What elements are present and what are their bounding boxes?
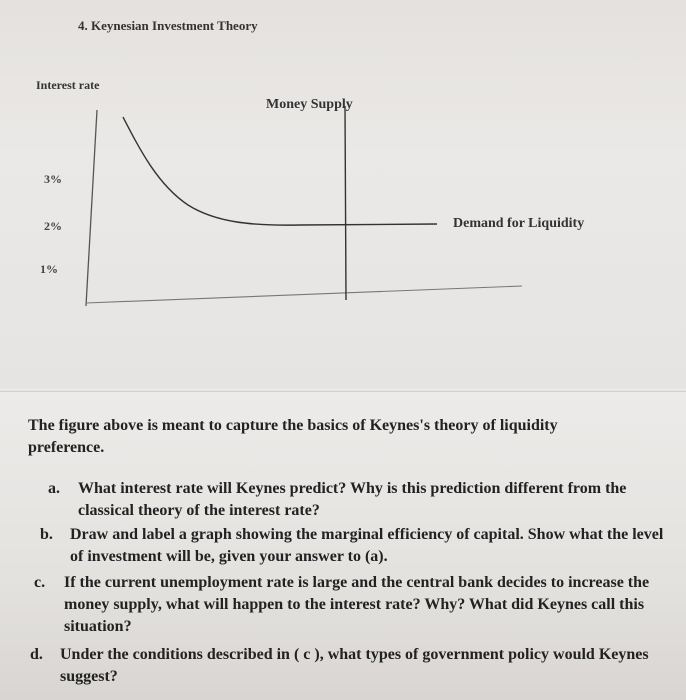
x-axis bbox=[86, 286, 522, 303]
question-letter: a. bbox=[48, 480, 60, 497]
demand-for-liquidity-curve bbox=[123, 117, 437, 225]
question-text: Under the conditions described in ( c ), what types of government policy would Keynes suggest? bbox=[60, 646, 649, 685]
money-supply-line bbox=[345, 106, 346, 300]
question-c bbox=[34, 572, 679, 638]
question-letter: d. bbox=[30, 646, 43, 663]
y-axis-label: Interest rate bbox=[36, 78, 100, 92]
tick-2-percent: 2% bbox=[44, 219, 62, 233]
intro-paragraph: The figure above is meant to capture the basics of Keynes's theory of liquidity preference. bbox=[28, 417, 558, 456]
question-d bbox=[30, 644, 675, 688]
question-b bbox=[40, 524, 670, 568]
question-text: What interest rate will Keynes predict? Why is this prediction different from the classical theory of the interest rate? bbox=[78, 480, 627, 519]
question-a bbox=[48, 478, 668, 522]
question-letter: b. bbox=[40, 526, 53, 543]
tick-3-percent: 3% bbox=[44, 172, 62, 186]
section-heading: 4. Keynesian Investment Theory bbox=[78, 18, 258, 33]
tick-1-percent: 1% bbox=[40, 262, 58, 276]
y-axis bbox=[86, 110, 97, 306]
money-supply-label: Money Supply bbox=[266, 97, 353, 112]
question-text: If the current unemployment rate is large and the central bank decides to increase the money supply, what will happen to the interest rate? Why? What did Keynes call this situation? bbox=[64, 574, 650, 635]
question-letter: c. bbox=[34, 574, 46, 591]
demand-for-liquidity-label: Demand for Liquidity bbox=[453, 216, 585, 231]
question-text: Draw and label a graph showing the marginal efficiency of capital. Show what the level of investment will be, given your answer to (a). bbox=[70, 526, 664, 565]
